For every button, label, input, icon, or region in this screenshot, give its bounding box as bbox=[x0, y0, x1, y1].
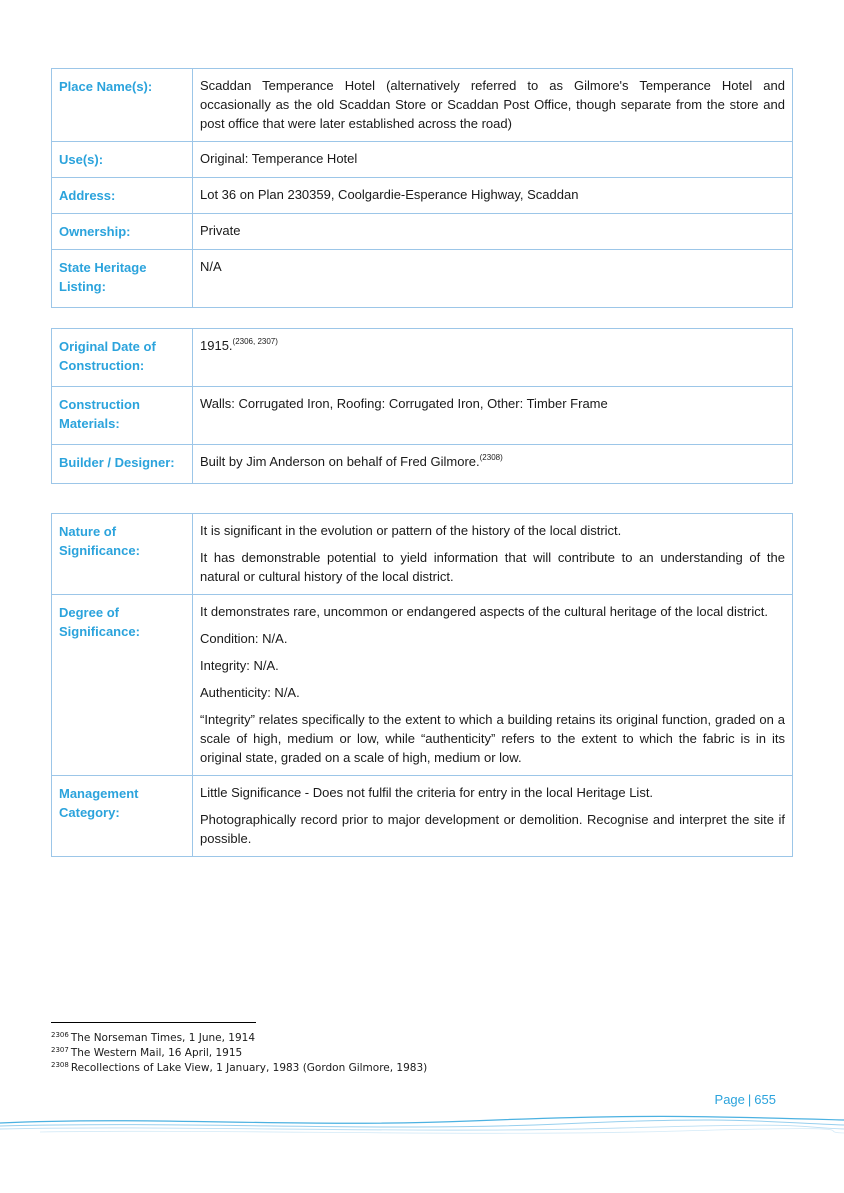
paragraph: Little Significance - Does not fulfil the criteria for entry in the local Heritage List. bbox=[200, 785, 654, 800]
table-row bbox=[52, 250, 793, 308]
paragraph: Integrity: N/A. bbox=[200, 658, 279, 673]
place-name-value: Scaddan Temperance Hotel (alternatively referred to as Gilmore's Temperance Hotel and occasionally as the old Scaddan Store or Scaddan Post Office, though separate from the store and post office that were later established across the road) bbox=[193, 69, 793, 142]
original-date-value bbox=[193, 329, 793, 387]
use-value: Original: Temperance Hotel bbox=[193, 142, 793, 178]
paragraph: Photographically record prior to major development or demolition. Recognise and interpret the site if possible. bbox=[200, 812, 785, 846]
ownership-value: Private bbox=[193, 214, 793, 250]
paragraph: It demonstrates rare, uncommon or endangered aspects of the cultural heritage of the local district. bbox=[200, 604, 768, 619]
paragraph: Condition: N/A. bbox=[200, 631, 288, 646]
footnote-ref: (2308) bbox=[479, 453, 503, 462]
management-label: Management Category: bbox=[52, 776, 193, 857]
paragraph: It has demonstrable potential to yield information that will contribute to an understanding of the natural or cultural history of the local district. bbox=[200, 550, 785, 584]
degree-label: Degree of Significance: bbox=[52, 595, 193, 776]
footnote-divider bbox=[51, 1022, 256, 1023]
place-details-table bbox=[51, 68, 793, 308]
table-row bbox=[52, 142, 793, 178]
footnote-text: The Western Mail, 16 April, 1915 bbox=[70, 1047, 243, 1059]
address-label: Address: bbox=[52, 178, 193, 214]
footnote bbox=[51, 1031, 427, 1046]
state-heritage-value: N/A bbox=[193, 250, 793, 308]
footnote-text: The Norseman Times, 1 June, 1914 bbox=[70, 1032, 255, 1044]
address-value: Lot 36 on Plan 230359, Coolgardie-Esperance Highway, Scaddan bbox=[193, 178, 793, 214]
footnote-number: 2306 bbox=[51, 1031, 69, 1039]
nature-label: Nature of Significance: bbox=[52, 514, 193, 595]
original-date-text: 1915. bbox=[200, 338, 233, 353]
footnote-text: Recollections of Lake View, 1 January, 1983 (Gordon Gilmore, 1983) bbox=[70, 1062, 428, 1074]
table-row bbox=[52, 329, 793, 387]
footnote-number: 2308 bbox=[51, 1061, 69, 1069]
materials-value: Walls: Corrugated Iron, Roofing: Corrugated Iron, Other: Timber Frame bbox=[193, 387, 793, 445]
significance-table bbox=[51, 513, 793, 857]
use-label: Use(s): bbox=[52, 142, 193, 178]
degree-value bbox=[193, 595, 793, 776]
footnotes bbox=[51, 1031, 427, 1076]
paragraph: “Integrity” relates specifically to the extent to which a building retains its original function, graded on a scale of high, medium or low, while “authenticity” refers to the extent to which the fabric is in its original state, graded on a scale of high, medium or low. bbox=[200, 712, 785, 765]
decorative-wave-lines bbox=[0, 1110, 844, 1140]
table-row bbox=[52, 514, 793, 595]
page-separator: | bbox=[747, 1092, 752, 1107]
footnote-ref: (2306, 2307) bbox=[232, 337, 278, 346]
materials-label: Construction Materials: bbox=[52, 387, 193, 445]
paragraph: It is significant in the evolution or pattern of the history of the local district. bbox=[200, 523, 622, 538]
footnote bbox=[51, 1061, 427, 1076]
ownership-label: Ownership: bbox=[52, 214, 193, 250]
construction-table bbox=[51, 328, 793, 484]
management-value bbox=[193, 776, 793, 857]
state-heritage-label: State Heritage Listing: bbox=[52, 250, 193, 308]
table-row bbox=[52, 595, 793, 776]
table-row bbox=[52, 214, 793, 250]
paragraph: Authenticity: N/A. bbox=[200, 685, 300, 700]
builder-label: Builder / Designer: bbox=[52, 445, 193, 484]
table-row bbox=[52, 387, 793, 445]
table-row bbox=[52, 776, 793, 857]
table-row bbox=[52, 69, 793, 142]
builder-text: Built by Jim Anderson on behalf of Fred Gilmore. bbox=[200, 454, 480, 469]
page-label: Page bbox=[714, 1092, 745, 1107]
footnote-number: 2307 bbox=[51, 1046, 69, 1054]
page-number-value: 655 bbox=[754, 1092, 776, 1107]
place-name-label: Place Name(s): bbox=[52, 69, 193, 142]
original-date-label: Original Date of Construction: bbox=[52, 329, 193, 387]
table-row bbox=[52, 445, 793, 484]
page-number bbox=[715, 1092, 776, 1107]
builder-value bbox=[193, 445, 793, 484]
footnote bbox=[51, 1046, 427, 1061]
table-row bbox=[52, 178, 793, 214]
nature-value bbox=[193, 514, 793, 595]
